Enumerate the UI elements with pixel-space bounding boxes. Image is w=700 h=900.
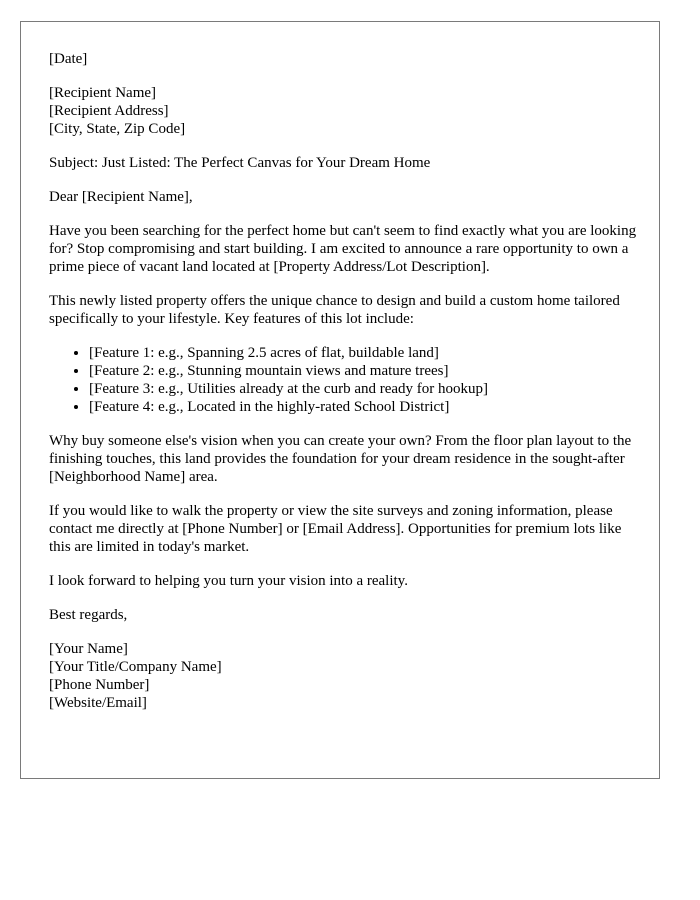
feature-item-4: • [Feature 4: e.g., Located in the highly-rated School District] (89, 398, 639, 416)
recipient-name: [Recipient Name] (49, 85, 157, 101)
paragraph-intro: Have you been searching for the perfect home but can't seem to find exactly what you are looking for? Stop compromising and start building. I am excited to announce a rare opportunity to own a prime piece of vacant land located at [Property Address/Lot Description]. (49, 223, 637, 275)
letter-page (20, 21, 660, 779)
recipient-city-state-zip: [City, State, Zip Code] (49, 121, 186, 137)
feature-item-1: • [Feature 1: e.g., Spanning 2.5 acres of flat, buildable land] (89, 344, 639, 362)
letter-salutation: Dear [Recipient Name], (49, 189, 193, 205)
letter-body (49, 50, 639, 728)
feature-item-2: • [Feature 2: e.g., Stunning mountain views and mature trees] (89, 362, 639, 380)
feature-item-3: • [Feature 3: e.g., Utilities already at the curb and ready for hookup] (89, 380, 639, 398)
letter-date: [Date] (49, 51, 88, 67)
paragraph-features-intro: This newly listed property offers the unique chance to design and build a custom home tailored specifically to your lifestyle. Key features of this lot include: (49, 293, 620, 327)
recipient-address: [Recipient Address] (49, 103, 169, 119)
letter-closing: Best regards, (49, 607, 128, 623)
paragraph-contact: If you would like to walk the property or view the site surveys and zoning information, please contact me directly at [Phone Number] or [Email Address]. Opportunities for premium lots like this are limited in today's market. (49, 503, 622, 555)
signature-block (49, 640, 639, 712)
paragraph-vision: Why buy someone else's vision when you can create your own? From the floor plan layout to the finishing touches, this land provides the foundation for your dream residence in the sought-after [Neighborhood Name] area. (49, 433, 632, 485)
signature-website-email: [Website/Email] (49, 695, 147, 711)
signature-name: [Your Name] (49, 641, 128, 657)
letter-subject: Subject: Just Listed: The Perfect Canvas for Your Dream Home (49, 155, 431, 171)
paragraph-closing-line: I look forward to helping you turn your vision into a reality. (49, 573, 408, 589)
feature-list (49, 344, 639, 416)
signature-title-company: [Your Title/Company Name] (49, 659, 222, 675)
signature-phone: [Phone Number] (49, 677, 150, 693)
recipient-block (49, 84, 639, 138)
